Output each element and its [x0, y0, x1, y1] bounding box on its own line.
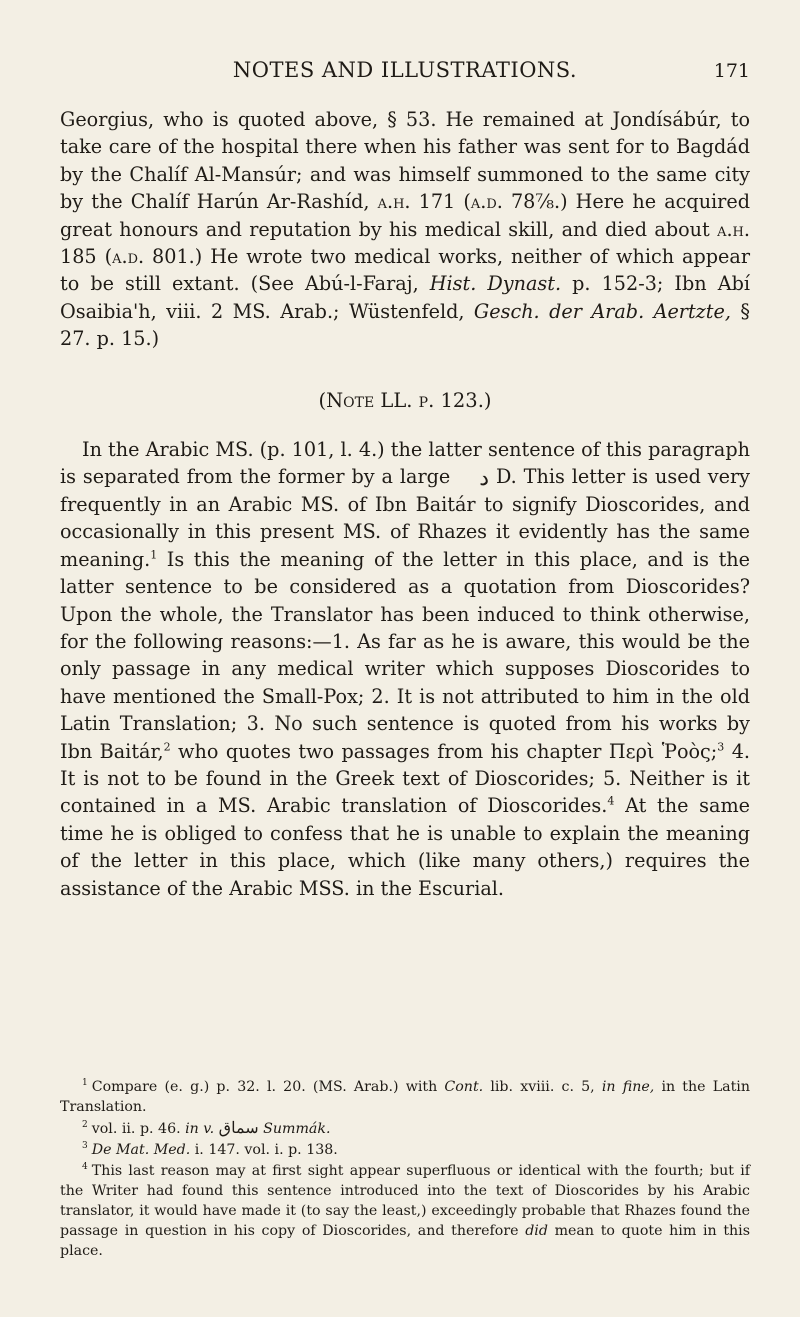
paragraph-2: In the Arabic MS. (p. 101, l. 4.) the latter sentence of this paragraph is separated from the former by a large ﺩ D. This letter is used very frequently in an Arabic MS. of Ibn Baitár to signify Dioscorides, and occasionally in this present MS. of Rhazes it evidently has the same meaning.$^1$ Is this the meaning of the letter in this place, and is the latter sentence to be considered as a quotation from Dioscorides? Upon the whole, the Translator has been induced to think otherwise, for the following reasons:—1. As far as he is aware, this would be the only passage in any medical writer which supposes Dioscorides to have mentioned the Small-Pox; 2. It is not attributed to him in the old Latin Translation; 3. No such sentence is quoted from his works by Ibn Baitár,$^2$ who quotes two passages from his chapter Περὶ Ῥοὸς;$^3$ 4. It is not to be found in the Greek text of Dioscorides; 5. Neither is it contained in a MS. Arabic translation of Dioscorides.$^4$ At the same time he is obliged to confess that he is unable to explain the meaning of the letter in this place, which (like many others,) requires the assistance of the Arabic MSS. in the Escurial.: [60, 438, 751, 900]
main-text: [60, 106, 750, 902]
note-heading: (Note LL. p. 123.): [318, 388, 492, 412]
footnote-2: $^2$ vol. ii. p. 46. in v. سماق Summák.: [82, 1118, 331, 1137]
running-title: NOTES AND ILLUSTRATIONS.: [232, 58, 578, 82]
footnote-4: $^4$ This last reason may at first sight appear superfluous or identical with the fourth; but if the Writer had found this sentence introduced into the text of Dioscorides by his Arabic translator, it would have made it (to say the least,) exceedingly probable that Rhazes found the passage in question in his copy of Dioscorides, and therefore did mean to quote him in this place.: [60, 1162, 750, 1259]
footnote-1: $^1$ Compare (e. g.) p. 32. l. 20. (MS. Arab.) with Cont. lib. xviii. c. 5, in fine, in the Latin Translation.: [60, 1078, 750, 1115]
footnotes: [60, 1077, 750, 1262]
page-header: [60, 58, 750, 98]
arabic-word-summak: سماق: [218, 1118, 259, 1137]
footnote-ref-4[interactable]: 4: [607, 794, 615, 808]
paragraph-1: Georgius, who is quoted above, § 53. He remained at Jondísábúr, to take care of the hospital there when his father was sent for to Bagdád by the Chalíf Al-Mansúr; and was himself summoned to the same city by the Chalíf Harún Ar-Rashíd, a.h. 171 (a.d. 78⅞.) Here he acquired great honours and reputation by his medical skill, and died about a.h. 185 (a.d. 801.) He wrote two medical works, neither of which appear to be still extant. (See Abú-l-Faraj, Hist. Dynast. p. 152-3; Ibn Abí Osaibia'h, viii. 2 MS. Arab.; Wüstenfeld, Gesch. der Arab. Aertzte, § 27. p. 15.): [60, 108, 750, 351]
footnote-3: $^3$ De Mat. Med. i. 147. vol. i. p. 138.: [82, 1141, 338, 1158]
footnote-ref-1[interactable]: 1: [150, 548, 158, 562]
arabic-letter-dal: ﺩ: [479, 466, 490, 492]
page-number: 171: [713, 60, 750, 82]
footnote-ref-2[interactable]: 2: [163, 740, 171, 754]
footnote-ref-3[interactable]: 3: [717, 740, 725, 754]
